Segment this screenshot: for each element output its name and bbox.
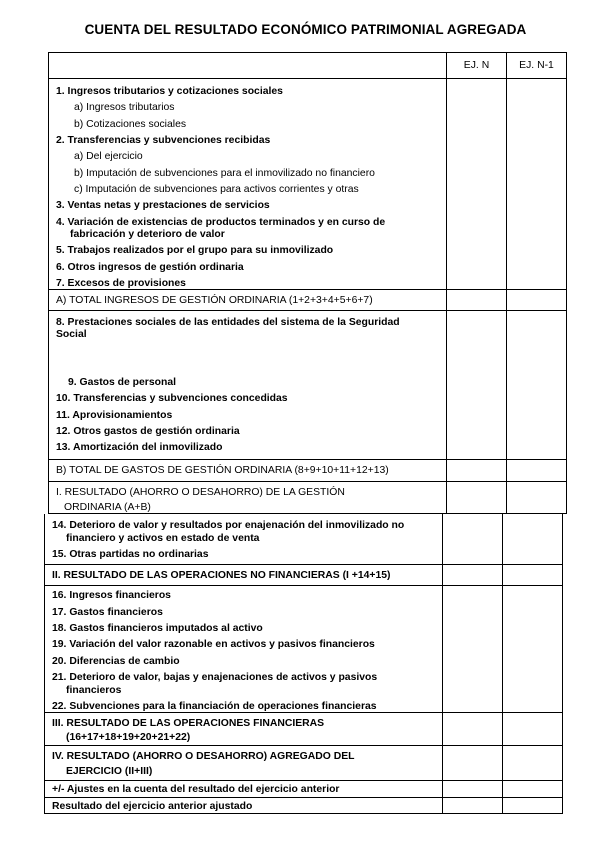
column-divider [442,514,443,814]
row-label: 14. Deterioro de valor y resultados por enajenación del inmovilizado no [52,520,405,531]
column-divider [506,52,507,514]
row-label: 13. Amortización del inmovilizado [56,442,223,453]
result-row-label: I. RESULTADO (AHORRO O DESAHORRO) DE LA GESTIÓN [56,487,345,498]
row-label: 12. Otros gastos de gestión ordinaria [56,426,240,437]
row-label: 4. Variación de existencias de productos terminados y en curso de [56,217,386,228]
row-label: 3. Ventas netas y prestaciones de servicios [56,200,270,211]
row-divider [48,481,567,482]
row-label: fabricación y deterioro de valor [70,229,225,240]
column-divider [446,52,447,514]
row-label: b) Cotizaciones sociales [74,119,187,130]
row-label: 19. Variación del valor razonable en activos y pasivos financieros [52,639,375,650]
row-divider [44,585,563,586]
result-row-label: IV. RESULTADO (AHORRO O DESAHORRO) AGREGADO DEL [52,751,355,762]
row-label: 20. Diferencias de cambio [52,656,180,667]
row-label: 21. Deterioro de valor, bajas y enajenaciones de activos y pasivos [52,672,378,683]
result-row-label: III. RESULTADO DE LAS OPERACIONES FINANCIERAS [52,718,325,729]
column-divider [502,514,503,814]
total-row-label: B) TOTAL DE GASTOS DE GESTIÓN ORDINARIA (8+9+10+11+12+13) [56,465,389,476]
page-title: CUENTA DEL RESULTADO ECONÓMICO PATRIMONIAL AGREGADA [84,22,527,37]
row-divider [48,310,567,311]
row-label: Social [56,329,87,340]
row-label: 17. Gastos financieros [52,607,163,618]
row-label: 18. Gastos financieros imputados al activo [52,623,263,634]
row-label: a) Del ejercicio [74,151,143,162]
total-row-label: A) TOTAL INGRESOS DE GESTIÓN ORDINARIA (1+2+3+4+5+6+7) [56,295,373,306]
row-label: 15. Otras partidas no ordinarias [52,549,209,560]
row-label: 1. Ingresos tributarios y cotizaciones sociales [56,86,283,97]
result-row-label: II. RESULTADO DE LAS OPERACIONES NO FINANCIERAS (I +14+15) [52,570,391,581]
row-label: a) Ingresos tributarios [74,102,175,113]
row-label: 22. Subvenciones para la financiación de operaciones financieras [52,701,377,712]
row-divider [48,78,567,79]
row-label: 11. Aprovisionamientos [56,410,173,421]
row-divider [44,780,563,781]
row-label: c) Imputación de subvenciones para activos corrientes y otras [74,184,359,195]
row-label: 5. Trabajos realizados por el grupo para su inmovilizado [56,245,334,256]
result-row-label: ORDINARIA (A+B) [64,502,151,513]
row-label: financieros [66,685,122,696]
column-header-current: EJ. N [463,60,490,71]
column-header-previous: EJ. N-1 [519,60,554,71]
row-label: 2. Transferencias y subvenciones recibidas [56,135,271,146]
row-label: financiero y activos en estado de venta [66,533,260,544]
row-label: 8. Prestaciones sociales de las entidades del sistema de la Seguridad [56,317,400,328]
row-label: 10. Transferencias y subvenciones concedidas [56,393,288,404]
row-label: b) Imputación de subvenciones para el inmovilizado no financiero [74,168,375,179]
row-divider [44,564,563,565]
result-row-label: EJERCICIO (II+III) [66,766,153,777]
row-label: 7. Excesos de provisiones [56,278,186,289]
row-divider [48,459,567,460]
row-divider [44,797,563,798]
result-row-label: (16+17+18+19+20+21+22) [66,732,191,743]
row-label: +/- Ajustes en la cuenta del resultado del ejercicio anterior [52,784,340,795]
row-label: 9. Gastos de personal [68,377,176,388]
row-label: 16. Ingresos financieros [52,590,171,601]
row-label: Resultado del ejercicio anterior ajustado [52,801,253,812]
row-divider [44,745,563,746]
row-label: 6. Otros ingresos de gestión ordinaria [56,262,244,273]
